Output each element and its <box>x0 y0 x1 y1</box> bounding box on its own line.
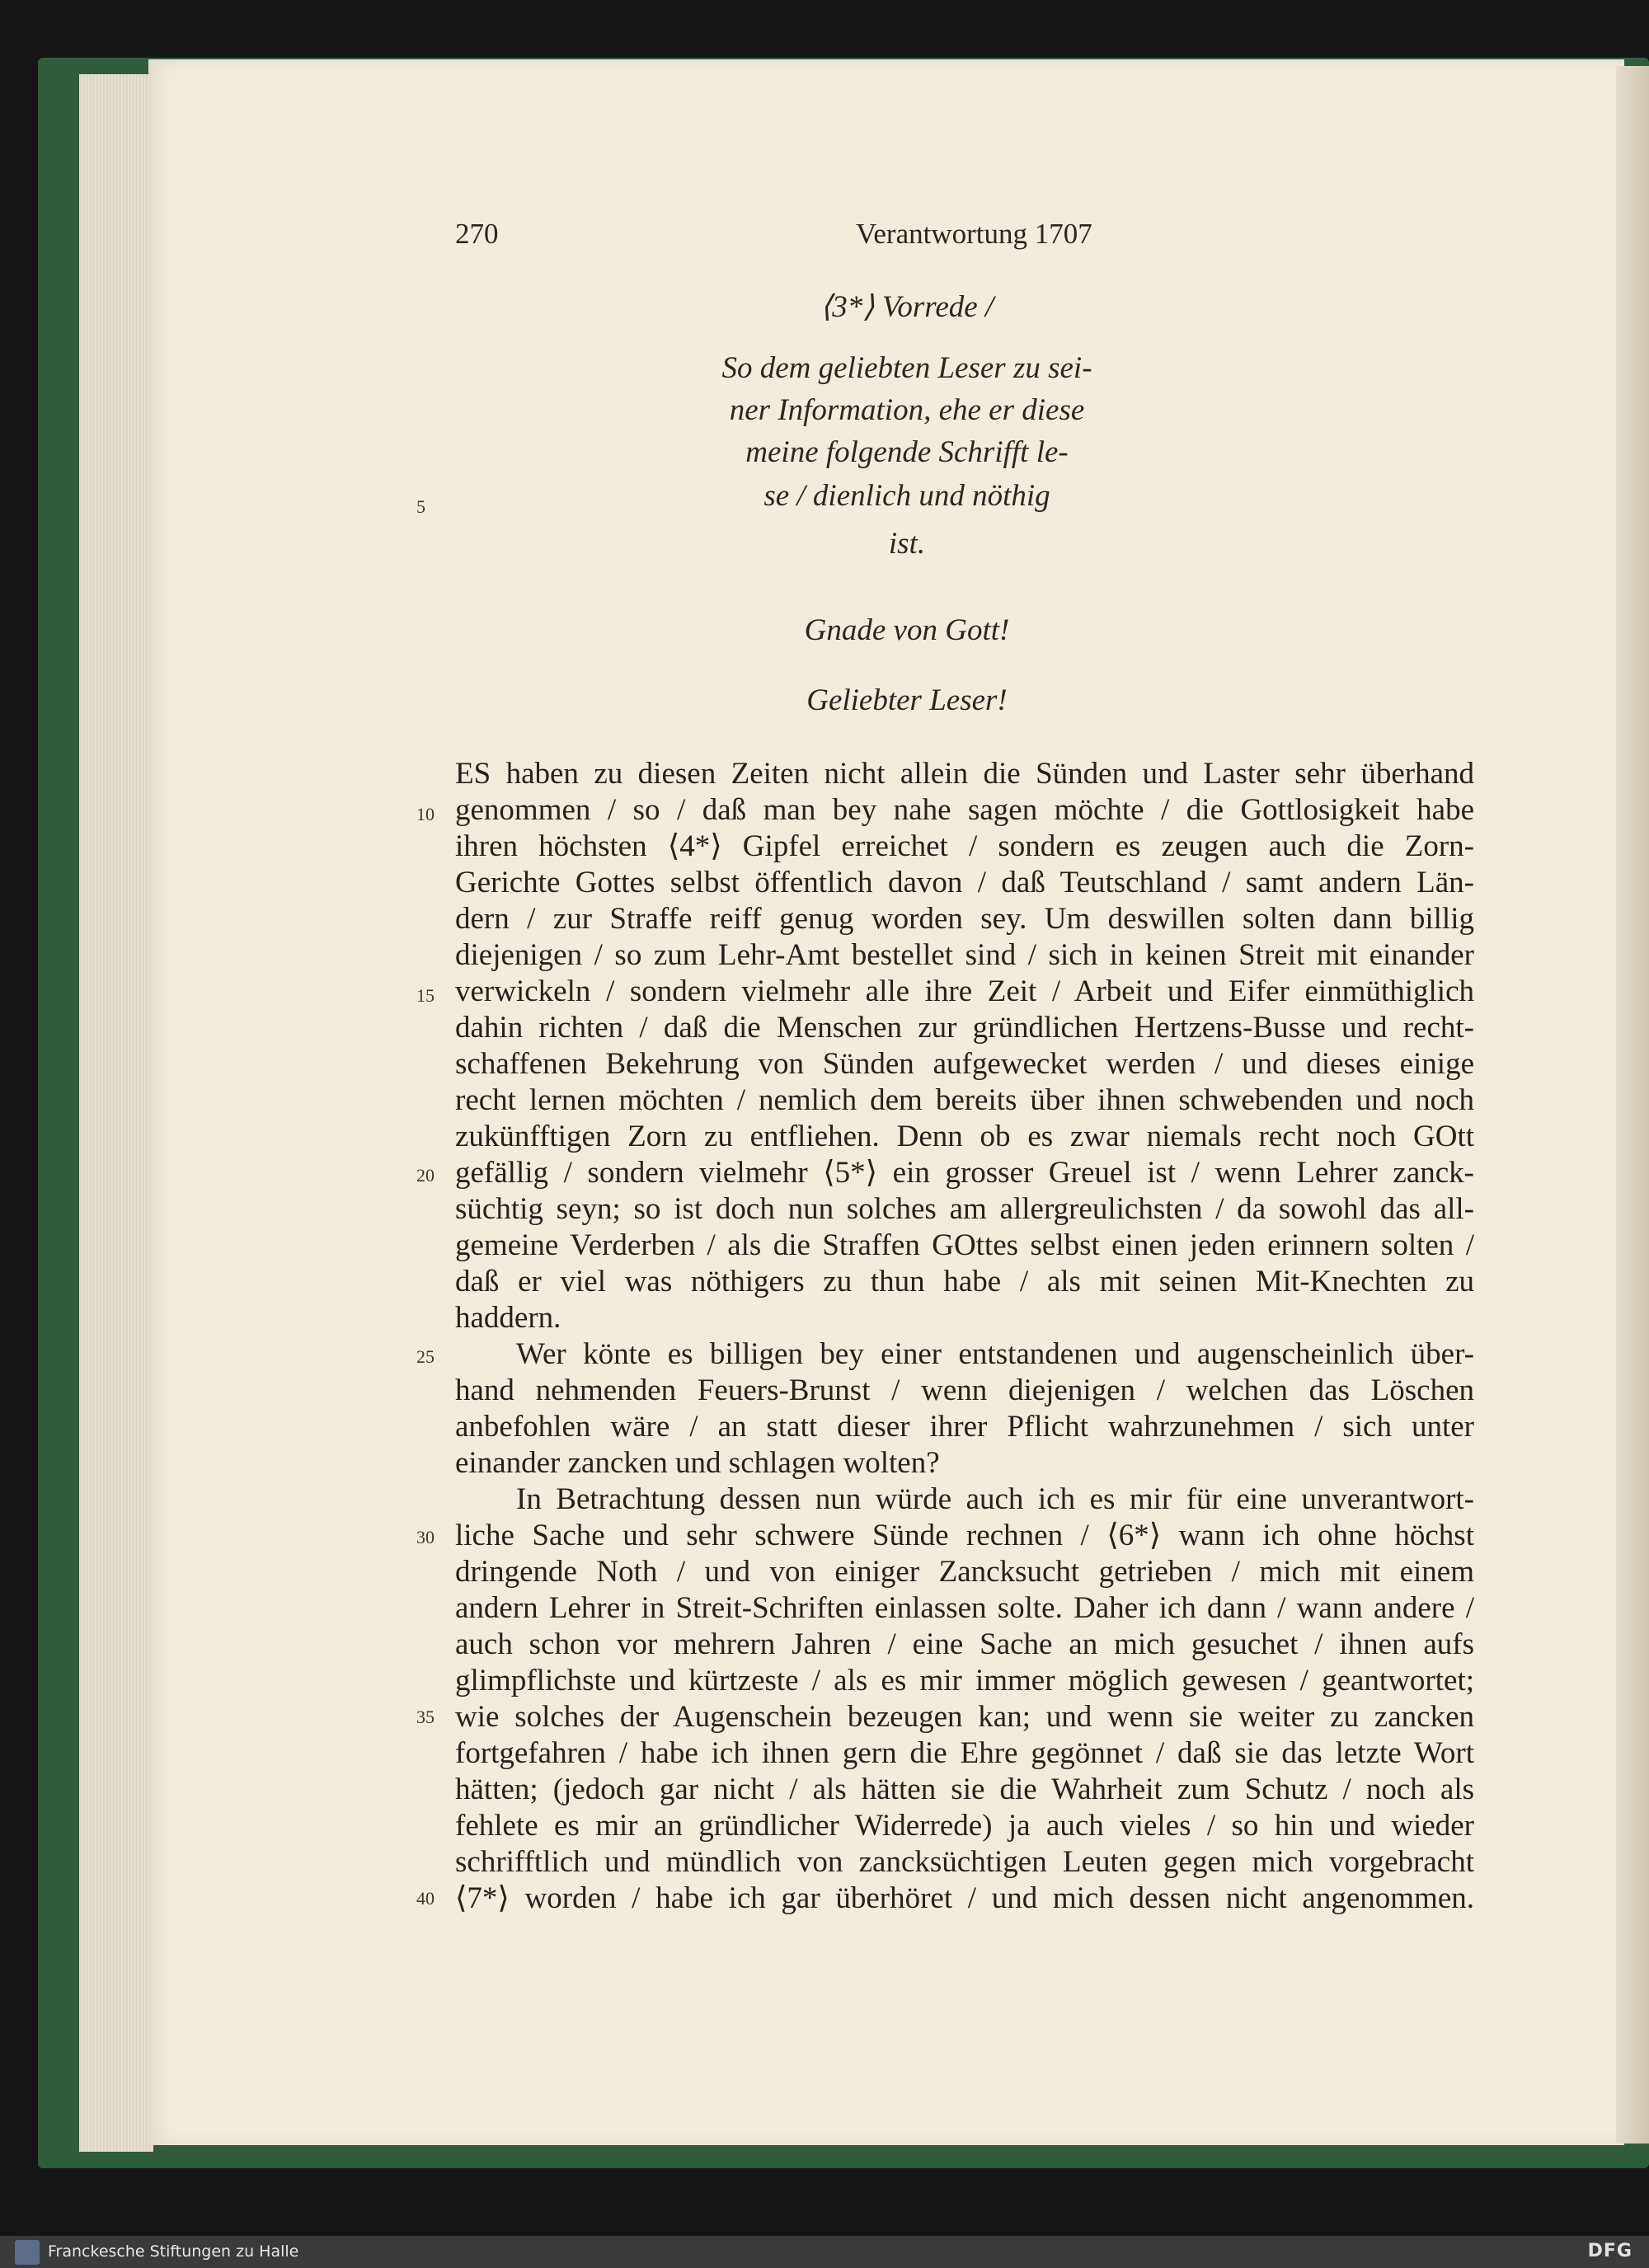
body-line: auch schon vor mehrern Jahren / eine Sache an mich gesuchet / ihnen aufs <box>455 1627 1474 1661</box>
body-line: hand nehmenden Feuers-Brunst / wenn diejenigen / welchen das Löschen <box>455 1373 1474 1407</box>
title-line: ist. <box>888 527 926 561</box>
body-line: fehlete es mir an gründlicher Widerrede) ja auch vieles / so hin und wieder <box>455 1809 1474 1843</box>
line-number: 15 <box>416 985 435 1006</box>
body-line: recht lernen möchten / nemlich dem bereits über ihnen schwebenden und noch <box>455 1083 1474 1117</box>
body-line: genommen / so / daß man bey nahe sagen möchte / die Gottlosigkeit habe <box>455 793 1474 827</box>
body-line: hätten; (jedoch gar nicht / als hätten sie die Wahrheit zum Schutz / noch als <box>455 1773 1474 1806</box>
line-number: 5 <box>416 496 425 517</box>
body-line: Wer könte es billigen bey einer entstandenen und augenscheinlich über- <box>516 1337 1474 1371</box>
line-number: 25 <box>416 1346 435 1367</box>
body-line: diejenigen / so zum Lehr-Amt bestellet sind / sich in keinen Streit mit einander <box>455 938 1474 972</box>
line-number: 10 <box>416 804 435 824</box>
dfg-logo[interactable]: DFG <box>1587 2241 1633 2261</box>
body-line: dahin richten / daß die Menschen zur gründlichen Hertzens-Busse und recht- <box>455 1011 1474 1045</box>
institution-logo-icon[interactable] <box>15 2240 40 2265</box>
body-line: ⟨7*⟩ worden / habe ich gar überhöret / und mich dessen nicht angenommen. <box>455 1881 1474 1915</box>
title-line: meine folgende Schrifft le- <box>745 435 1069 469</box>
body-line: schaffenen Bekehrung von Sünden aufgewecket werden / und dieses einige <box>455 1047 1474 1081</box>
viewer-footer <box>0 2236 1649 2268</box>
line-number: 40 <box>416 1888 435 1909</box>
body-line: wie solches der Augenschein bezeugen kan; und wenn sie weiter zu zancken <box>455 1700 1474 1734</box>
body-line: In Betrachtung dessen nun würde auch ich es mir für eine unverantwort- <box>516 1482 1474 1516</box>
body-line: ihren höchsten ⟨4*⟩ Gipfel erreichet / sondern es zeugen auch die Zorn- <box>455 829 1474 863</box>
body-line: dringende Noth / und von einiger Zancksucht getrieben / mich mit einem <box>455 1555 1474 1589</box>
body-line: ES haben zu diesen Zeiten nicht allein die Sünden und Laster sehr überhand <box>455 757 1474 791</box>
body-line: haddern. <box>455 1301 561 1335</box>
page-number: 270 <box>455 218 499 250</box>
title-line: So dem geliebten Leser zu sei- <box>721 351 1092 385</box>
institution-name[interactable]: Franckesche Stiftungen zu Halle <box>48 2242 299 2261</box>
body-line: verwickeln / sondern vielmehr alle ihre Zeit / Arbeit und Eifer einmüthiglich <box>455 974 1474 1008</box>
body-line: zukünfftigen Zorn zu entfliehen. Denn ob es zwar niemals recht noch GOtt <box>455 1120 1474 1153</box>
salutation: Geliebter Leser! <box>806 683 1008 717</box>
greeting: Gnade von Gott! <box>804 613 1010 647</box>
title-line: se / dienlich und nöthig <box>763 479 1050 513</box>
body-line: Gerichte Gottes selbst öffentlich davon / daß Teutschland / samt andern Län- <box>455 866 1474 899</box>
title-heading: ⟨3*⟩ Vorrede / <box>820 290 994 324</box>
title-line: ner Information, ehe er diese <box>729 393 1085 427</box>
body-line: daß er viel was nöthigers zu thun habe / als mit seinen Mit-Knechten zu <box>455 1265 1474 1298</box>
line-number: 20 <box>416 1165 435 1186</box>
body-line: gemeine Verderben / als die Straffen GOttes selbst einen jeden erinnern solten / <box>455 1228 1474 1262</box>
body-line: andern Lehrer in Streit-Schriften einlassen solte. Daher ich dann / wann andere / <box>455 1591 1474 1625</box>
page-edges <box>79 74 153 2152</box>
body-line: anbefohlen wäre / an statt dieser ihrer Pflicht wahrzunehmen / sich unter <box>455 1410 1474 1444</box>
body-line: liche Sache und sehr schwere Sünde rechnen / ⟨6*⟩ wann ich ohne höchst <box>455 1519 1474 1552</box>
body-line: glimpflichste und kürtzeste / als es mir immer möglich gewesen / geantwortet; <box>455 1664 1474 1697</box>
line-number: 30 <box>416 1527 435 1547</box>
running-head: Verantwortung 1707 <box>856 218 1092 250</box>
body-line: schrifftlich und mündlich von zancksüchtigen Leuten gegen mich vorgebracht <box>455 1845 1474 1879</box>
body-line: gefällig / sondern vielmehr ⟨5*⟩ ein grosser Greuel ist / wenn Lehrer zanck- <box>455 1156 1474 1190</box>
line-number: 35 <box>416 1707 435 1727</box>
facing-page-edge <box>1616 66 1649 2144</box>
body-line: einander zancken und schlagen wolten? <box>455 1446 940 1480</box>
body-line: süchtig seyn; so ist doch nun solches am allergreulichsten / da sowohl das all- <box>455 1192 1474 1226</box>
body-line: fortgefahren / habe ich ihnen gern die Ehre gegönnet / daß sie das letzte Wort <box>455 1736 1474 1770</box>
body-line: dern / zur Straffe reiff genug worden sey. Um deswillen solten dann billig <box>455 902 1474 936</box>
